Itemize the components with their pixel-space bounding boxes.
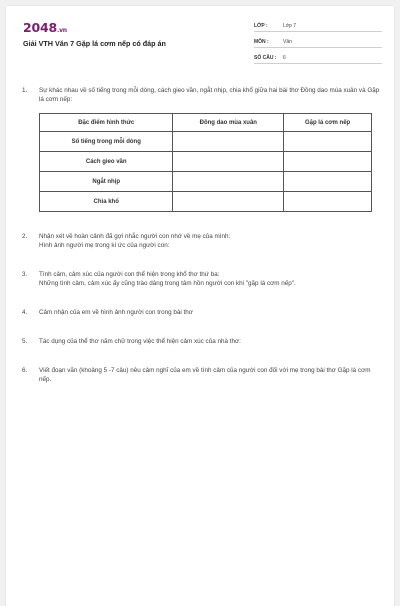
question-number: 5.: [22, 338, 28, 345]
table-cell: [173, 192, 284, 212]
logo-text: 2048: [23, 20, 57, 35]
question-number: 6.: [22, 367, 28, 374]
question-number: 3.: [22, 271, 28, 278]
table-cell: [284, 132, 372, 152]
meta-row-subject: [254, 35, 382, 48]
table-header-cell: Đồng dao mùa xuân: [173, 114, 284, 132]
question-text: Sự khác nhau về số tiếng trong mỗi dòng, cách gieo vần, ngắt nhịp, chia khổ giữa hai bài thơ Đồng dao mùa xuân và Gặp lá cơm nếp:: [39, 87, 380, 103]
table-row-label: Cách gieo vần: [40, 152, 173, 172]
question-text: Cảm nhận của em về hình ảnh người con trong bài thơ: [39, 309, 193, 316]
question-item: [22, 337, 382, 346]
table-row: [40, 152, 372, 172]
document-page: [6, 6, 394, 606]
meta-info: [254, 19, 382, 67]
meta-label: SỐ CÂU :: [254, 55, 277, 61]
table-row: [40, 132, 372, 152]
table-row-label: Số tiếng trong mỗi dòng: [40, 132, 173, 152]
table-cell: [173, 172, 284, 192]
meta-value: Lớp 7: [283, 23, 297, 29]
table-cell: [173, 132, 284, 152]
question-subtext: Những tình cảm, cảm xúc ấy cũng trào dâng trong tâm hồn người con khi "gặp lá cơm nếp".: [39, 280, 296, 287]
comparison-table: [39, 113, 372, 212]
meta-row-class: [254, 19, 382, 32]
table-row: [40, 192, 372, 212]
question-text: Tình cảm, cảm xúc của người con thể hiện trong khổ thơ thứ ba:: [39, 271, 220, 278]
question-text: Viết đoạn văn (khoảng 5 -7 câu) nêu cảm nghĩ của em về tình cảm của người con đối với mẹ trong bài thơ Gặp lá cơm nếp.: [39, 367, 371, 383]
table-cell: [173, 152, 284, 172]
table-row: [40, 172, 372, 192]
meta-value: 6: [283, 55, 286, 61]
meta-label: LỚP :: [254, 23, 268, 29]
document-title: Giải VTH Văn 7 Gặp lá cơm nếp có đáp án: [23, 39, 166, 48]
question-item: [22, 86, 382, 104]
question-number: 1.: [22, 87, 28, 94]
question-list: [22, 86, 382, 384]
question-subtext: Hình ảnh người mẹ trong kí ức của người con:: [39, 242, 170, 249]
question-number: 2.: [22, 233, 28, 240]
meta-value: Văn: [283, 39, 292, 45]
meta-row-count: [254, 51, 382, 64]
meta-label: MÔN :: [254, 39, 269, 45]
question-item: [22, 366, 382, 384]
table-row-label: Ngắt nhịp: [40, 172, 173, 192]
table-header-cell: Gặp lá cơm nếp: [284, 114, 372, 132]
table-row-label: Chia khổ: [40, 192, 173, 212]
question-item: [22, 308, 382, 317]
table-header-cell: Đặc điểm hình thức: [40, 114, 173, 132]
question-item: [22, 232, 382, 250]
table-cell: [284, 192, 372, 212]
question-text: Nhận xét về hoàn cảnh đã gợi nhắc người con nhớ về mẹ của mình:: [39, 233, 231, 240]
site-logo[interactable]: [23, 20, 67, 35]
table-cell: [284, 152, 372, 172]
logo-suffix: .vn: [57, 27, 67, 34]
question-number: 4.: [22, 309, 28, 316]
table-cell: [284, 172, 372, 192]
question-item: [22, 270, 382, 288]
table-header-row: [40, 114, 372, 132]
question-text: Tác dụng của thể thơ năm chữ trong việc thể hiện cảm xúc của nhà thơ:: [39, 338, 241, 345]
